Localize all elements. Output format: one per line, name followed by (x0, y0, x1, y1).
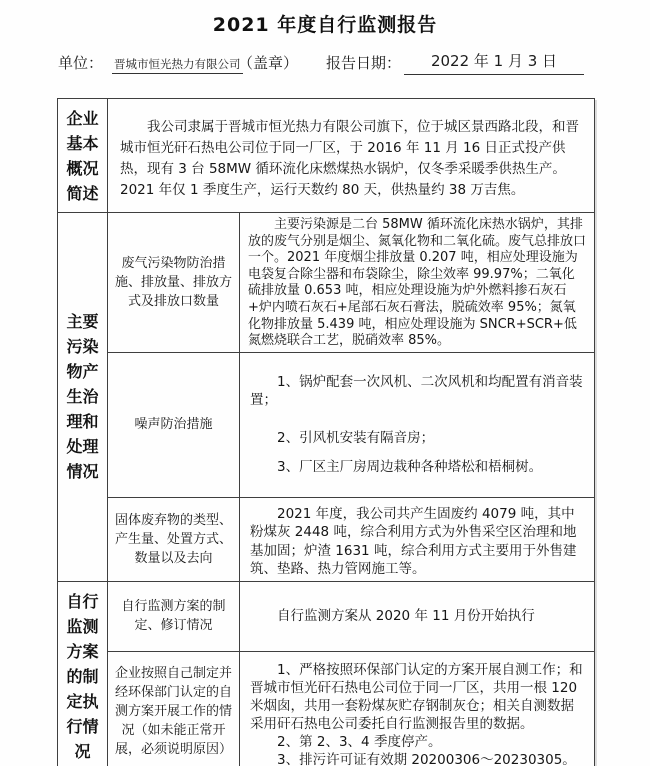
monitoring-report-table (57, 98, 595, 766)
report-date-value: 2022 年 1 月 3 日 (404, 50, 584, 75)
noise-control-content (240, 352, 595, 497)
execution-item: 3、排污许可证有效期 20200306～20230305。 (277, 752, 576, 766)
row-label-solid-waste: 固体废弃物的类型、产生量、处置方式、数量以及去向 (108, 497, 240, 581)
unit-label: 单位： (58, 54, 104, 72)
table-row (58, 213, 595, 353)
page-title: 2021 年度自行监测报告 (212, 14, 438, 36)
table-row (58, 651, 595, 766)
plan-execution-content (240, 651, 595, 766)
seal-note: （盖章） (238, 54, 299, 72)
row-label-noise-control: 噪声防治措施 (108, 352, 240, 497)
group-label-self-monitoring-plan: 自行监测方案的制定执行情况 (58, 581, 108, 766)
row-label-plan-execution: 企业按照自己制定并经环保部门认定的自测方案开展工作的情况（如未能正常开展，必须说明原因） (108, 651, 240, 766)
noise-item: 2、引风机安装有隔音房； (277, 430, 435, 447)
report-date-label: 报告日期： (326, 54, 402, 72)
group-label-main-pollutants: 主要污染物产生治理和处理情况 (58, 213, 108, 582)
unit-value: 晋城市恒光热力有限公司 (112, 56, 243, 74)
row-label-plan-revision: 自行监测方案的制定、修订情况 (108, 581, 240, 651)
plan-revision-content: 自行监测方案从 2020 年 11 月份开始执行 (240, 581, 595, 651)
enterprise-profile-content: 我公司隶属于晋城市恒光热力有限公司旗下，位于城区景西路北段，和晋城市恒光矸石热电公司位于同一厂区，于 2016 年 11 月 16 日正式投产供热，现有 3 台 58MW 循环流化床燃煤热水锅炉，仅冬季采暖季供热生产。2021 年仅 1 季度生产，运行天数约 80 天，供热量约 38 万吉焦。 (108, 99, 595, 213)
table-row (58, 497, 595, 581)
execution-item: 2、第 2、3、4 季度停产。 (277, 734, 442, 751)
report-info-line (58, 50, 618, 72)
group-label-enterprise-profile: 企业基本概况简述 (58, 99, 108, 213)
noise-item: 3、厂区主厂房周边栽种各种塔松和梧桐树。 (277, 459, 543, 476)
noise-item: 1、锅炉配套一次风机、二次风机和均配置有消音装置； (250, 374, 583, 409)
execution-item: 1、严格按照环保部门认定的方案开展自测工作；和晋城市恒光矸石热电公司位于同一厂区，共用一根 120 米烟囱，共用一套粉煤灰贮存钢制灰仓；相关自测数据采用矸石热电公司委托自行监测报告里的数据。 (250, 662, 583, 733)
solid-waste-content: 2021 年度，我公司共产生固废约 4079 吨，其中粉煤灰 2448 吨，综合利用方式为外售采空区治理和地基加固；炉渣 1631 吨，综合利用方式主要用于外售建筑、垫路、热力管网施工等。 (240, 497, 595, 581)
table-row (58, 352, 595, 497)
row-label-waste-gas: 废气污染物防治措施、排放量、排放方式及排放口数量 (108, 213, 240, 353)
table-row (58, 581, 595, 651)
table-row (58, 99, 595, 213)
waste-gas-content: 主要污染源是二台 58MW 循环流化床热水锅炉，其排放的废气分别是烟尘、氮氧化物和二氧化硫。废气总排放口一个。2021 年度烟尘排放量 0.207 吨，相应处理设施为电袋复合除尘器和布袋除尘，除尘效率 99.97%；二氧化硫排放量 0.653 吨，相应处理设施为炉外燃料掺石灰石+炉内喷石灰石+尾部石灰石膏法，脱硫效率 95%；氮氧化物排放量 5.439 吨，相应处理设施为 SNCR+SCR+低氮燃烧联合工艺，脱硝效率 85%。 (240, 213, 595, 353)
